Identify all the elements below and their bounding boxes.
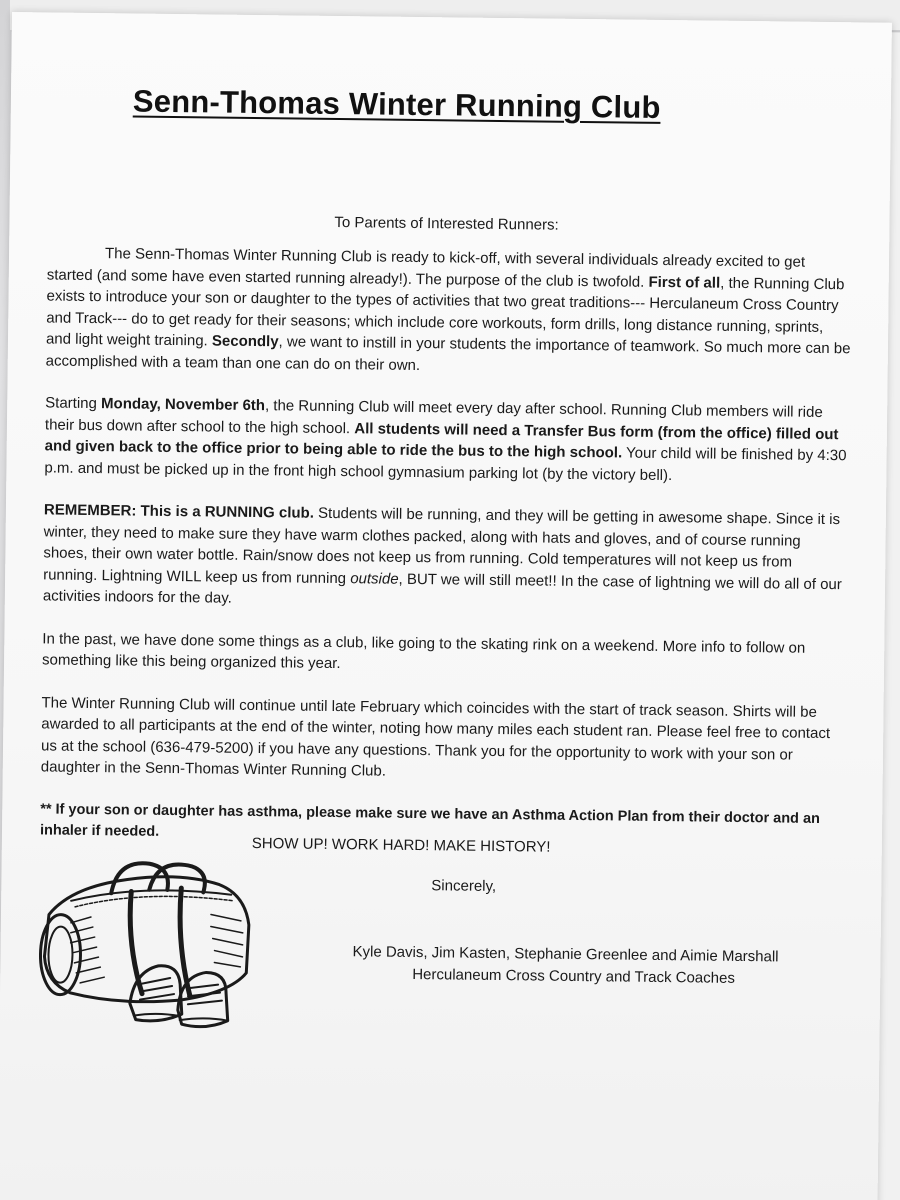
p1-text-a: The Senn-Thomas Winter Running Club is ready to kick-off, with several individuals already excited to get started (and some have even started running already!). The purpose of the club is twofold. — [46, 245, 806, 291]
duffel-bag-and-sneakers-icon — [30, 852, 262, 1035]
p1-first-of-all: First of all — [648, 273, 721, 292]
p3-outside: outside — [350, 569, 399, 588]
paragraph-past-activities: In the past, we have done some things as a club, like going to the skating rink on a weekend. More info to follow on something like this being organized this year. — [41, 629, 806, 673]
p2-text-e: Your child will be finished by 4:30 p.m. and must be picked up in the front high school gymnasium parking lot (by the victory bell). — [44, 444, 847, 484]
p2-text-c: , the Running Club will meet every day after school. Running Club members will ride their bus down after school to the high school. — [44, 397, 823, 437]
salutation: To Parents of Interested Runners: — [334, 213, 559, 234]
paragraph-purpose — [46, 242, 853, 381]
p2-text-a: Starting — [45, 394, 102, 413]
paragraph-season-end: The Winter Running Club will continue until late February which coincides with the start of track season. Shirts will be awarded to all participants at the end of the winter, noting how many miles each student ran. Please feel free to contact us at the school (636-479-5200) if you have any questions. Thank you for the opportunity to work with your son or daughter in the Senn-Thomas Winter Running Club. — [40, 693, 831, 780]
signature-block — [352, 941, 779, 990]
motto: SHOW UP! WORK HARD! MAKE HISTORY! — [251, 834, 551, 856]
p1-secondly: Secondly — [211, 332, 279, 351]
p2-start-date: Monday, November 6th — [100, 395, 266, 415]
p3-text-d: , BUT we will still meet!! In the case of lightning we will do all of our activities indoors for the day. — [42, 570, 842, 607]
p2-transfer-bus-note: All students will need a Transfer Bus form (from the office) filled out and given back to the office prior to being able to ride the bus to the high school. — [44, 419, 839, 462]
p1-text-e: , we want to instill in your students the importance of teamwork. So much more can be accomplished with a team than one can do on their own. — [45, 333, 851, 374]
letter-title: Senn-Thomas Winter Running Club — [132, 83, 661, 125]
signer-names: Kyle Davis, Jim Kasten, Stephanie Greenlee and Aimie Marshall — [352, 943, 779, 966]
signer-role: Herculaneum Cross Country and Track Coaches — [412, 965, 735, 987]
paragraph-remember — [43, 499, 849, 616]
letter-page — [0, 12, 892, 1200]
p1-text-c: , the Running Club exists to introduce your son or daughter to the types of activities that two great traditions--- Herculaneum Cross Country and Track--- do to get ready for their seasons; which include core workouts, form drills, long distance running, sprints, and light weight training. — [45, 274, 845, 350]
p3-remember: REMEMBER: This is a RUNNING club. — [43, 501, 315, 522]
letter-body — [40, 242, 852, 855]
asthma-note: ** If your son or daughter has asthma, please make sure we have an Asthma Action Plan from their doctor and an inhaler if needed. — [39, 800, 821, 840]
paragraph-schedule — [44, 392, 850, 488]
closing: Sincerely, — [431, 877, 497, 895]
p3-text-b: Students will be running, and they will be getting in awesome shape. Since it is winter, they need to make sure they have warm clothes packed, along with hats and gloves, and of course running shoes, their own water bottle. Rain/snow does not keep us from running. Cold temperatures will not keep us from running. Lightning WILL keep us from running — [43, 504, 841, 587]
